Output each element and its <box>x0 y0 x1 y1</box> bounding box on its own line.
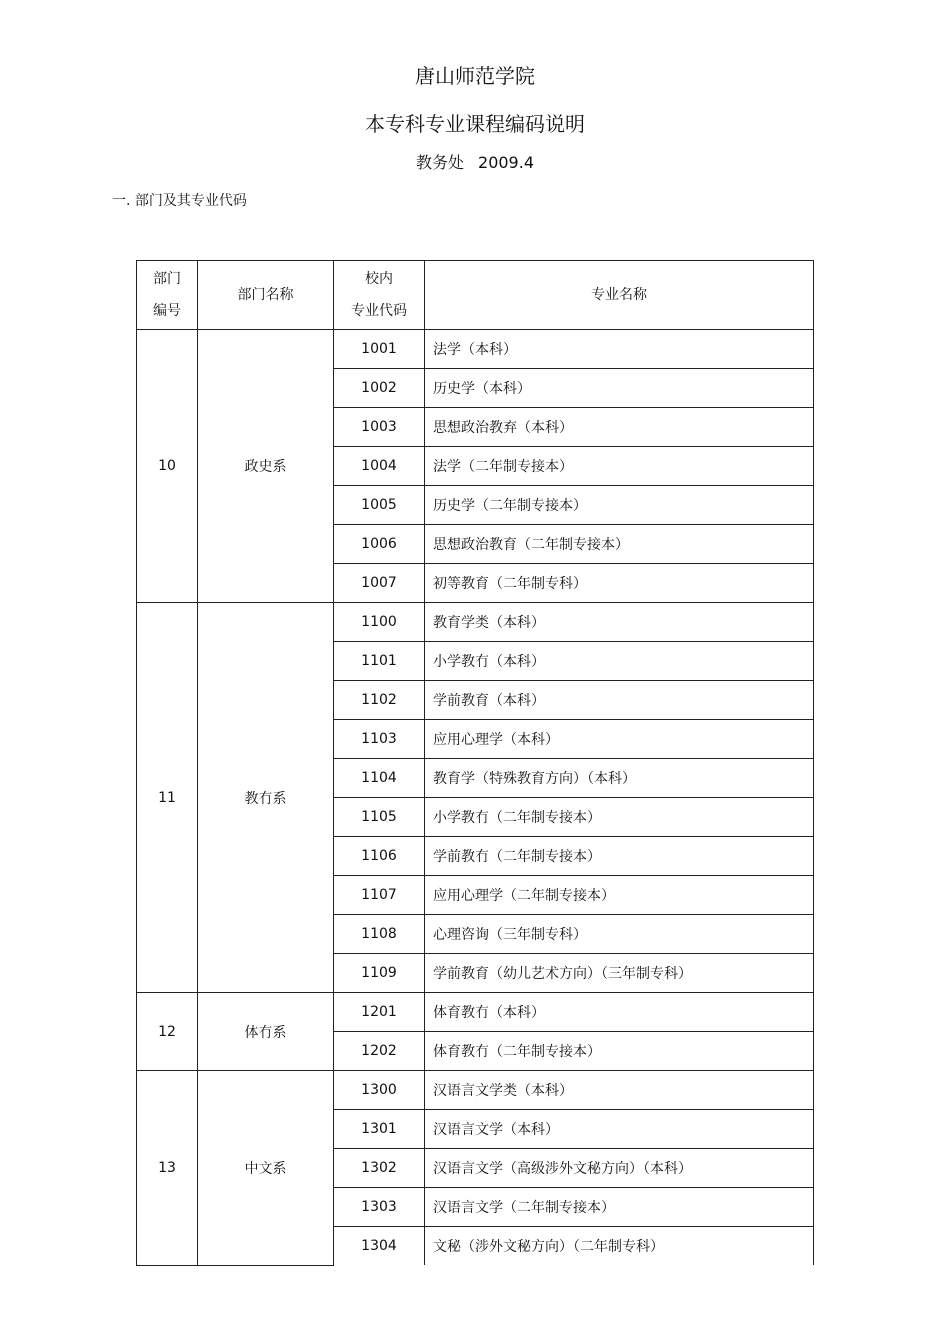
major-code-cell: 1300 <box>334 1071 425 1110</box>
major-name-cell: 汉语言文学类（本科） <box>425 1071 814 1110</box>
major-name-cell: 思想政治教育（二年制专接本） <box>425 525 814 564</box>
issue-date: 2009.4 <box>478 153 534 172</box>
table-body <box>137 330 814 1266</box>
major-code-cell: 1003 <box>334 408 425 447</box>
major-code-cell: 1108 <box>334 915 425 954</box>
major-code-cell: 1106 <box>334 837 425 876</box>
major-name-cell: 汉语言文学（本科） <box>425 1110 814 1149</box>
major-code-cell: 1304 <box>334 1227 425 1266</box>
major-code-cell: 1005 <box>334 486 425 525</box>
table-row <box>137 330 814 369</box>
major-code-cell: 1007 <box>334 564 425 603</box>
major-code-cell: 1101 <box>334 642 425 681</box>
major-code-cell: 1104 <box>334 759 425 798</box>
major-code-cell: 1109 <box>334 954 425 993</box>
issuer: 教务处 <box>416 153 465 172</box>
dept-name-cell: 中文系 <box>198 1071 334 1266</box>
dept-name-cell: 体冇系 <box>198 993 334 1071</box>
dept-no-cell: 11 <box>137 603 198 993</box>
major-code-cell: 1302 <box>334 1149 425 1188</box>
major-code-table <box>136 260 814 1266</box>
school-name: 唐山师范学院 <box>415 64 535 88</box>
major-code-cell: 1100 <box>334 603 425 642</box>
dept-no-cell: 10 <box>137 330 198 603</box>
header-dept-name: 部门名称 <box>198 261 334 330</box>
major-code-cell: 1002 <box>334 369 425 408</box>
major-name-cell: 思想政治教弃（本科） <box>425 408 814 447</box>
major-name-cell: 教育学（特殊教育方向）（本科） <box>425 759 814 798</box>
major-code-cell: 1303 <box>334 1188 425 1227</box>
major-name-cell: 文秘（涉外文秘方向）（二年制专科） <box>425 1227 814 1266</box>
table-header-row <box>137 261 814 330</box>
major-code-cell: 1103 <box>334 720 425 759</box>
document-title: 本专科专业课程编码说明 <box>365 112 585 136</box>
table-row <box>137 1071 814 1110</box>
major-code-cell: 1107 <box>334 876 425 915</box>
issuer-line <box>0 150 950 173</box>
major-name-cell: 应用心理学（二年制专接本） <box>425 876 814 915</box>
major-name-cell: 学前教冇（二年制专接本） <box>425 837 814 876</box>
major-code-cell: 1202 <box>334 1032 425 1071</box>
major-name-cell: 心理咨询（三年制专科） <box>425 915 814 954</box>
major-name-cell: 法学（二年制专接本） <box>425 447 814 486</box>
major-name-cell: 学前教育（本科） <box>425 681 814 720</box>
major-name-cell: 汉语言文学（二年制专接本） <box>425 1188 814 1227</box>
table-row <box>137 993 814 1032</box>
major-code-cell: 1105 <box>334 798 425 837</box>
major-name-cell: 汉语言文学（高级涉外文秘方向）（本科） <box>425 1149 814 1188</box>
major-name-cell: 学前教育（幼儿艺术方向）（三年制专科） <box>425 954 814 993</box>
header-dept-no <box>137 261 198 330</box>
major-name-cell: 小学教冇（二年制专接本） <box>425 798 814 837</box>
header-code-line1: 校内 <box>365 271 393 287</box>
major-name-cell: 应用心理学（本科） <box>425 720 814 759</box>
header-dept-no-line1: 部门 <box>153 271 181 287</box>
header-dept-no-line2: 编号 <box>153 303 181 319</box>
header-code-line2: 专业代码 <box>351 303 407 319</box>
major-name-cell: 历史学（二年制专接本） <box>425 486 814 525</box>
major-name-cell: 体育教冇（二年制专接本） <box>425 1032 814 1071</box>
major-name-cell: 历史学（本科） <box>425 369 814 408</box>
dept-no-cell: 12 <box>137 993 198 1071</box>
major-code-cell: 1006 <box>334 525 425 564</box>
header-major-code <box>334 261 425 330</box>
dept-name-cell: 政史系 <box>198 330 334 603</box>
major-code-cell: 1201 <box>334 993 425 1032</box>
major-code-cell: 1004 <box>334 447 425 486</box>
header-major-name: 专业名称 <box>425 261 814 330</box>
major-name-cell: 体育教冇（本科） <box>425 993 814 1032</box>
major-name-cell: 教育学类（本科） <box>425 603 814 642</box>
section-heading: 一. 部门及其专业代码 <box>112 193 247 209</box>
major-name-cell: 法学（本科） <box>425 330 814 369</box>
major-code-cell: 1001 <box>334 330 425 369</box>
table-row <box>137 603 814 642</box>
dept-name-cell: 教冇系 <box>198 603 334 993</box>
major-code-cell: 1301 <box>334 1110 425 1149</box>
dept-no-cell: 13 <box>137 1071 198 1266</box>
major-name-cell: 初等教育（二年制专科） <box>425 564 814 603</box>
major-code-cell: 1102 <box>334 681 425 720</box>
major-name-cell: 小学教冇（本科） <box>425 642 814 681</box>
